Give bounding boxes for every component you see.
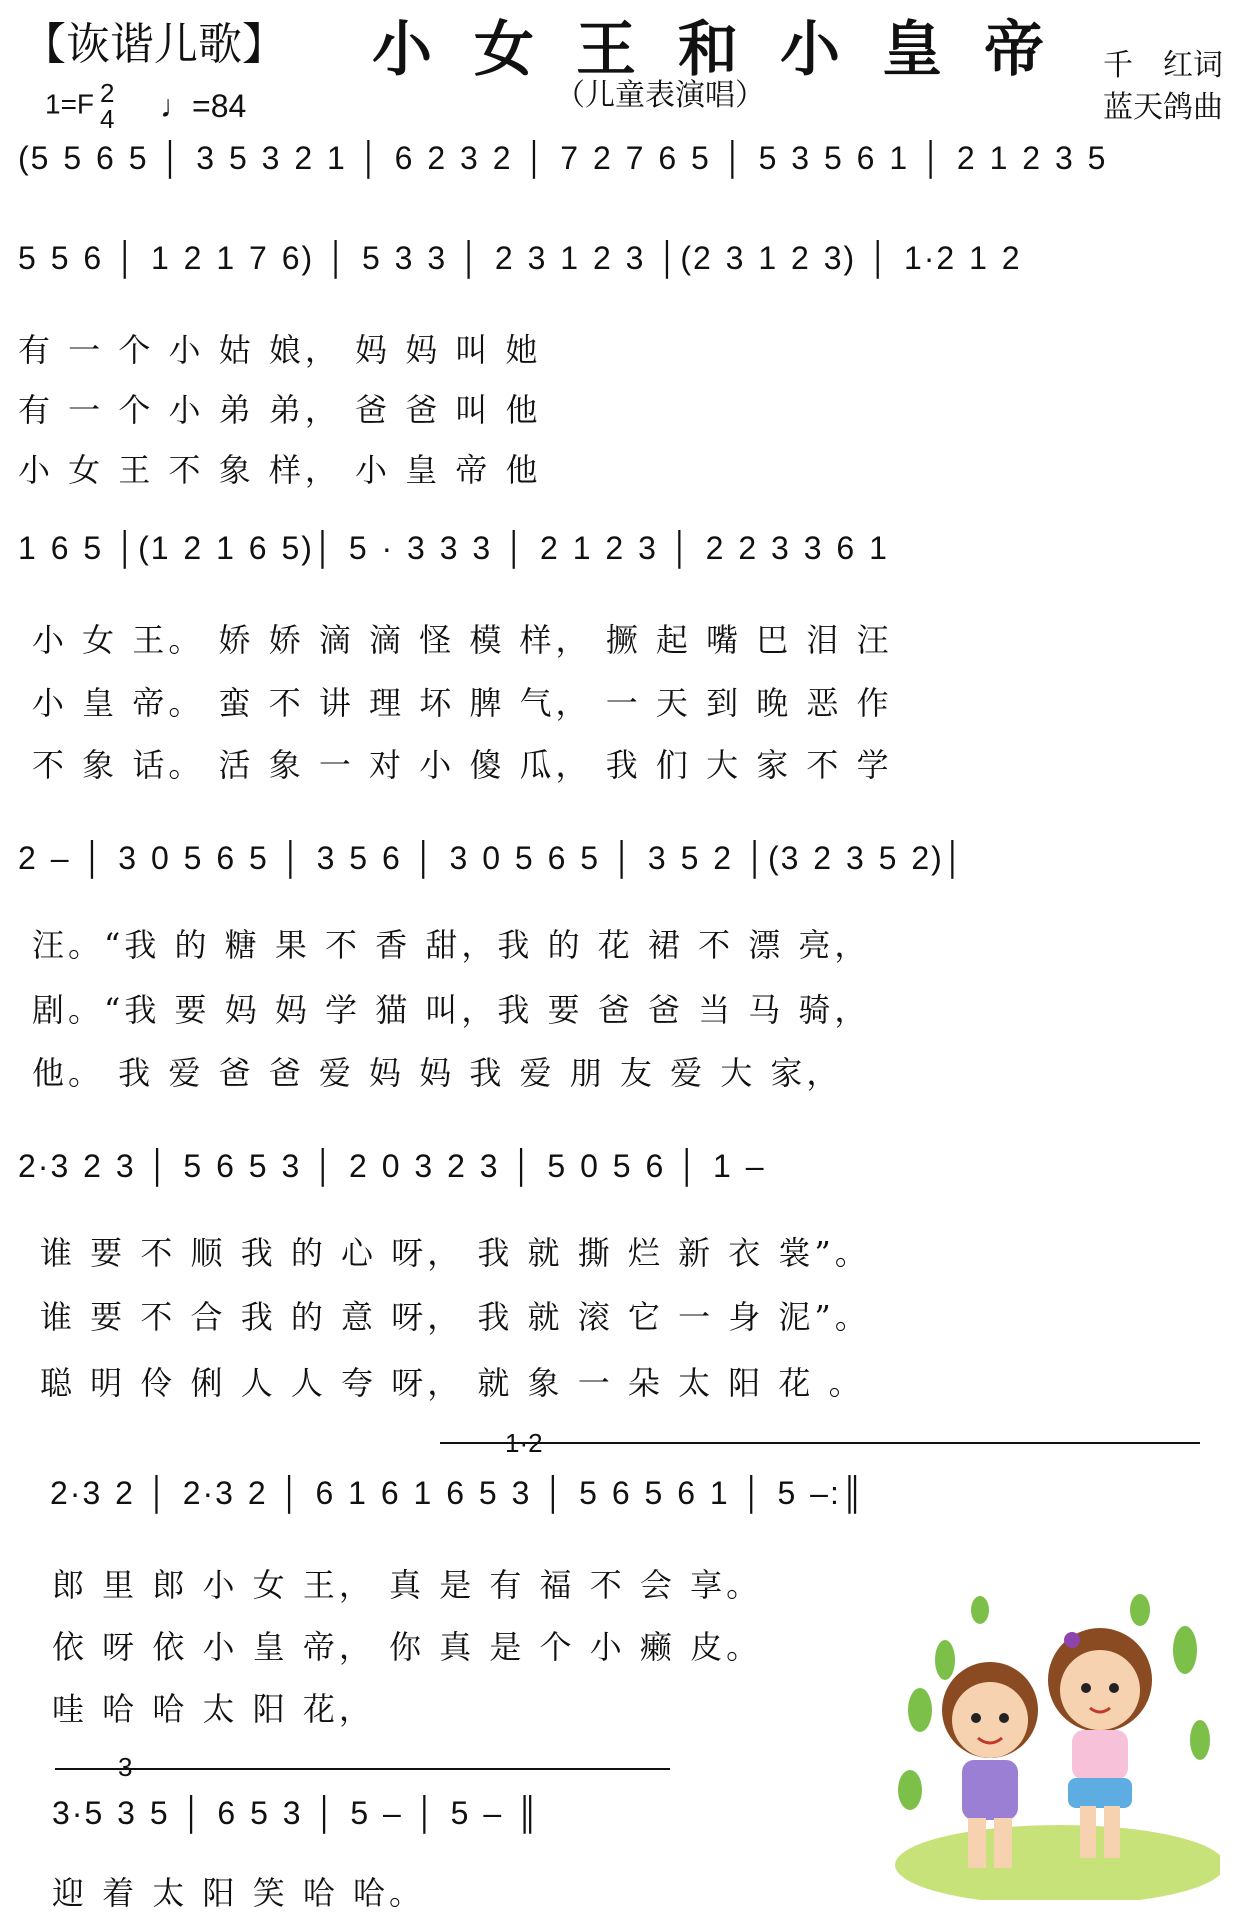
- credits: [1103, 45, 1223, 129]
- lyric-row-6-verse-3: 哇 哈 哈 太 阳 花，: [52, 1690, 375, 1728]
- composer: 蓝天鸽曲: [1103, 90, 1223, 125]
- lyric-row-5-verse-1: 谁 要 不 顺 我 的 心 呀， 我 就 撕 烂 新 衣 裳”。: [40, 1234, 871, 1272]
- lyric-row-6-verse-1: 郎 里 郎 小 女 王， 真 是 有 福 不 会 享。: [52, 1566, 763, 1604]
- notation-row-3: 1 6 5 │(1 2 1 6 5)│ 5 · 3 3 3 │ 2 1 2 3 │ 2 2 3 3 6 1: [18, 530, 889, 566]
- time-top: 2: [100, 78, 115, 108]
- volta-label-3: 3: [118, 1752, 133, 1782]
- lyric-row-2-verse-1: 有 一 个 小 姑 娘， 妈 妈 叫 她: [18, 331, 542, 369]
- time-bottom: 4: [100, 104, 115, 134]
- song-subtitle: （儿童表演唱）: [555, 78, 765, 113]
- ground-shape: [895, 1825, 1220, 1900]
- lyric-row-6-verse-2: 依 呀 依 小 皇 帝， 你 真 是 个 小 癞 皮。: [52, 1628, 763, 1666]
- girl-figure: [1048, 1628, 1152, 1858]
- lyric-row-3-verse-3: 不 象 话。 活 象 一 对 小 傻 瓜， 我 们 大 家 不 学: [32, 746, 893, 784]
- lyric-row-5-verse-3: 聪 明 伶 俐 人 人 夸 呀， 就 象 一 朵 太 阳 花 。: [40, 1364, 865, 1402]
- lyric-row-3-verse-2: 小 皇 帝。 蛮 不 讲 理 坏 脾 气， 一 天 到 晚 恶 作: [32, 684, 893, 722]
- lyric-row-4-verse-1: 汪。“我 的 糖 果 不 香 甜，我 的 花 裙 不 漂 亮，: [32, 926, 871, 964]
- time-signature: [100, 80, 114, 132]
- lyric-row-4-verse-2: 剧。“我 要 妈 妈 学 猫 叫，我 要 爸 爸 当 马 骑，: [32, 991, 871, 1029]
- illustration-svg: [890, 1590, 1220, 1900]
- notation-row-4: 2 – │ 3 0 5 6 5 │ 3 5 6 │ 3 0 5 6 5 │ 3 5 2 │(3 2 3 5 2)│: [18, 840, 966, 876]
- volta-bracket-1-2: [440, 1442, 1200, 1444]
- lyric-row-4-verse-3: 他。 我 爱 爸 爸 爱 妈 妈 我 爱 朋 友 爱 大 家，: [32, 1054, 843, 1092]
- lyricist: 千 红词: [1103, 48, 1223, 83]
- key-label: 1=F: [45, 88, 95, 120]
- lyric-row-2-verse-2: 有 一 个 小 弟 弟， 爸 爸 叫 他: [18, 391, 542, 429]
- category-tag: 【诙谐儿歌】: [22, 19, 286, 70]
- notation-row-6: 2·3 2 │ 2·3 2 │ 6 1 6 1 6 5 3 │ 5 6 5 6 1 │ 5 –:║: [50, 1475, 866, 1511]
- notation-row-2: 5 5 6 │ 1 2 1 7 6) │ 5 3 3 │ 2 3 1 2 3 │(2 3 1 2 3) │ 1·2 1 2: [18, 240, 1022, 276]
- lyric-row-3-verse-1: 小 女 王。 娇 娇 滴 滴 怪 模 样， 撅 起 嘴 巴 泪 汪: [32, 621, 893, 659]
- key-signature: [45, 80, 121, 132]
- song-title: 小女王和小皇帝: [372, 15, 1086, 85]
- lyric-row-2-verse-3: 小 女 王 不 象 样， 小 皇 帝 他: [18, 451, 542, 489]
- tempo-marking: ♩=84: [160, 88, 247, 124]
- notation-row-7: 3·5 3 5 │ 6 5 3 │ 5 – │ 5 – ║: [52, 1795, 541, 1831]
- volta-label-1-2: 1·2: [505, 1428, 543, 1458]
- notation-row-5: 2·3 2 3 │ 5 6 5 3 │ 2 0 3 2 3 │ 5 0 5 6 │ 1 –: [18, 1148, 766, 1184]
- lyric-row-5-verse-2: 谁 要 不 合 我 的 意 呀， 我 就 滚 它 一 身 泥”。: [40, 1298, 871, 1336]
- lyric-row-7-verse-1: 迎 着 太 阳 笑 哈 哈。: [52, 1874, 426, 1912]
- volta-bracket-3: [55, 1768, 670, 1770]
- children-cartoon-icon: [890, 1590, 1220, 1900]
- notation-row-1: (5 5 6 5 │ 3 5 3 2 1 │ 6 2 3 2 │ 7 2 7 6 5 │ 5 3 5 6 1 │ 2 1 2 3 5: [18, 140, 1108, 176]
